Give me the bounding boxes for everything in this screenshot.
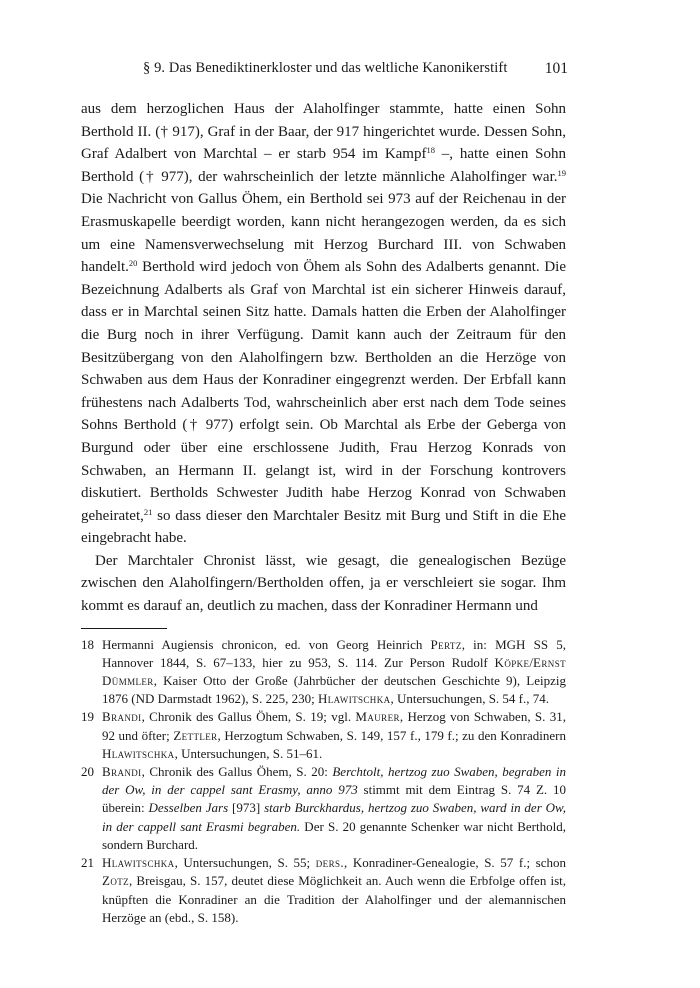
text-run: , in: MGH SS 5, Hannover 1844, S. 67–133, hier zu 953, S. 114. Zur Person Rudolf: [102, 636, 566, 670]
author-name: Maurer: [355, 709, 400, 725]
footnotes: [81, 636, 566, 927]
text-run: Der Marchtaler Chronist lässt, wie gesagt, die genealogischen Bezüge zwischen den Alaholfingern/Bertholden offen, ja er verschleiert sie sogar. Ihm kommt es darauf an, deutlich zu machen, dass der Konradiner Hermann und: [81, 552, 566, 615]
text-run: Berthold wird jedoch von Öhem als Sohn des Adalberts genannt. Die Bezeichnung Adalberts als Graf von Marchtal ist ein sicherer Hinweis darauf, dass er in Marchtal seinen Sitz hatte. Damals hatten die Erben der Alaholfinger die Burg noch in ihrer Verfügung. Damit kann auch der Zeitraum für den Besitzübergang von den Alaholfingern bzw. Bertholden an die Herzöge von Schwaben aus dem Haus der Konradiner eingegrenzt werden. Der Erbfall kann frühestens nach Adalberts Tod, wahrscheinlich aber erst nach dem Tode seines Sohns Berthold († 977) erfolgt sein. Ob Marchtal als Erbe der Geberga von Burgund oder über eine erschlossene Judith, Frau Herzog Konrads von Schwaben, an Hermann II. gelangt ist, wird in der Forschung kontrovers diskutiert. Bertholds Schwester Judith habe Herzog Konrad von Schwaben geheiratet,: [81, 259, 566, 524]
running-title: § 9. Das Benediktinerkloster und das weltliche Kanonikerstift: [143, 60, 508, 76]
text-run: [973]: [228, 800, 265, 816]
author-name: Zettler: [173, 727, 218, 743]
author-name: Hlawitschka: [102, 745, 175, 761]
footnote-ref: 18: [426, 145, 435, 156]
text-run: , Untersuchungen, S. 51–61.: [174, 745, 323, 761]
author-name: Brandi: [102, 764, 142, 780]
text-run: –, hatte einen Sohn Berthold († 977), der wahrscheinlich der letzte männliche Alaholfinger war.: [81, 146, 566, 185]
text-run: , Herzogtum Schwaben, S. 149, 157 f., 179 f.; zu den Konradinern: [217, 727, 566, 743]
text-run: , Breisgau, S. 157, deutet diese Möglichkeit an. Auch wenn die Erbfolge offen ist, knüpften die Konradiner an die Tradition der Alaholfinger und der alemannischen Herzöge an (ebd., S. 158).: [102, 873, 566, 925]
text-run: , Kaiser Otto der Große (Jahrbücher der deutschen Geschichte 9), Leipzig 1876 (ND Darmstadt 1962), S. 225, 230;: [102, 673, 566, 707]
text-run: , Herzog von Schwaben, S. 31, 92 und öfter;: [102, 709, 566, 743]
author-name: Zotz: [102, 873, 130, 889]
paragraph: [81, 550, 566, 618]
footnote: [81, 854, 566, 927]
footnote: [81, 708, 566, 763]
text-run: stimmt mit dem Eintrag S. 74 Z. 10 überein:: [102, 782, 566, 816]
author-name: Ernst Dümmler: [102, 654, 566, 689]
footnote-number: 21: [81, 855, 94, 871]
body-text: [81, 98, 566, 618]
footnote-number: 19: [81, 709, 94, 725]
author-name: ders.: [315, 855, 345, 871]
text-run: aus dem herzoglichen Haus der Alaholfinger stammte, hatte einen Sohn Berthold II. († 917), Graf in der Baar, der 917 hingerichtet wurde. Dessen Sohn, Graf Adalbert von Marchtal – er starb 954 im Kampf: [81, 101, 566, 163]
author-name: Köpke: [494, 654, 530, 670]
footnote: [81, 636, 566, 709]
footnote-separator: [81, 628, 167, 629]
text-run: , Untersuchungen, S. 54 f., 74.: [390, 691, 550, 707]
author-name: Pertz: [430, 636, 462, 652]
author-name: Brandi: [102, 709, 142, 725]
quoted-text: Desselben Jars: [148, 800, 229, 816]
page-number: 101: [544, 60, 568, 77]
footnote: [81, 763, 566, 854]
text-run: , Chronik des Gallus Öhem, S. 20:: [141, 764, 333, 780]
running-header: [81, 60, 566, 84]
footnote-number: 20: [81, 764, 94, 780]
quoted-text: Berchtolt, hertzog zuo Swaben, begraben in der Ow, in der cappel sant Erasmy, anno 973: [102, 764, 566, 798]
footnote-number: 18: [81, 636, 94, 652]
footnote-ref: 21: [143, 506, 153, 517]
author-name: Hlawitschka: [317, 691, 391, 707]
text-run: , Chronik des Gallus Öhem, S. 19; vgl.: [141, 709, 356, 725]
text-run: Die Nachricht von Gallus Öhem, ein Berthold sei 973 auf der Reichenau in der Erasmuskapelle beerdigt worden, kann nicht herangezogen werden, da es sich um eine Namensverwechselung mit Herzog Burchard III. von Schwaben handelt.: [81, 191, 566, 276]
footnote-ref: 19: [557, 167, 566, 178]
footnote-ref: 20: [128, 258, 138, 269]
quoted-text: starb Burckhardus, hertzog zuo Swaben, ward in der Ow, in der cappell sant Erasmi begraben.: [102, 800, 566, 834]
book-page: [81, 60, 566, 927]
paragraph: [81, 98, 566, 550]
text-run: , Untersuchungen, S. 55;: [174, 855, 316, 871]
text-run: Der S. 20 genannte Schenker war nicht Berthold, sondern Burchard.: [102, 818, 566, 852]
author-name: Hlawitschka: [102, 855, 175, 871]
text-run: , Konradiner-Genealogie, S. 57 f.; schon: [344, 855, 566, 871]
text-run: /: [529, 654, 534, 670]
text-run: so dass dieser den Marchtaler Besitz mit Burg und Stift in die Ehe eingebracht habe.: [81, 507, 566, 547]
text-run: Hermanni Augiensis chronicon, ed. von Georg Heinrich: [102, 636, 431, 652]
